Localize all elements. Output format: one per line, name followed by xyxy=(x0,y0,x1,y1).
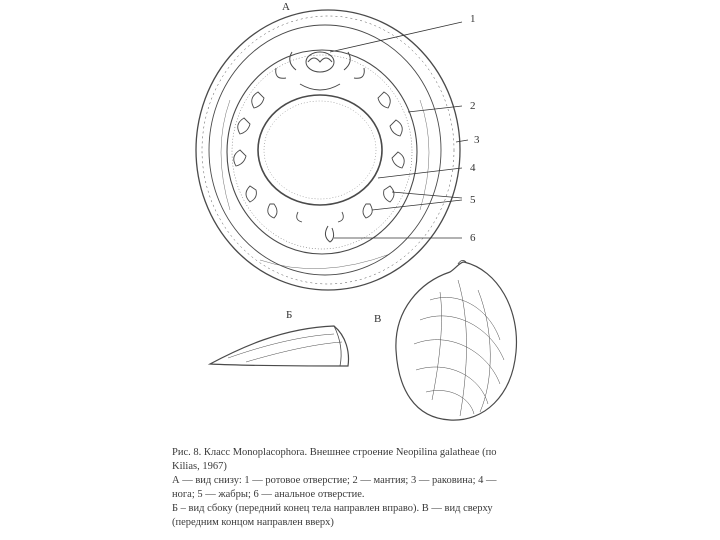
caption-line-3: А — вид снизу: 1 — ротовое отверстие; 2 — мантия; 3 — раковина; 4 — xyxy=(172,475,497,486)
shell-side-profile xyxy=(210,326,348,366)
callout-4: 4 xyxy=(470,162,476,174)
view-a-ventral xyxy=(196,10,460,290)
foot xyxy=(258,95,382,205)
caption-line-1: Рис. 8. Класс Monoplacophora. Внешнее строение Neopilina galatheae (по xyxy=(172,447,497,458)
callout-3: 3 xyxy=(474,134,480,146)
growth-lines xyxy=(414,280,504,416)
anal-opening xyxy=(325,226,333,242)
shell-inner-rim xyxy=(209,25,441,275)
callout-2: 2 xyxy=(470,100,476,112)
caption-line-6: (передним концом направлен вверх) xyxy=(172,517,334,528)
shell-top-outline xyxy=(396,262,517,420)
callout-1: 1 xyxy=(470,13,476,25)
figure-caption xyxy=(172,446,542,530)
caption-line-2: Kilias, 1967) xyxy=(172,461,227,472)
gills xyxy=(234,92,405,222)
callout-6: 6 xyxy=(470,232,476,244)
callout-5: 5 xyxy=(470,194,476,206)
caption-line-5: Б – вид сбоку (передний конец тела направлен вправо). В — вид сверху xyxy=(172,503,493,514)
mantle-outline xyxy=(227,50,417,254)
view-b-side xyxy=(210,326,348,366)
view-label-v: В xyxy=(374,313,382,325)
caption-line-4: нога; 5 — жабры; 6 — анальное отверстие. xyxy=(172,489,365,500)
view-label-a: А xyxy=(282,1,290,13)
view-label-b: Б xyxy=(286,309,293,321)
shell-outline xyxy=(196,10,460,290)
view-v-top xyxy=(396,260,517,420)
mouth-region xyxy=(276,52,365,90)
